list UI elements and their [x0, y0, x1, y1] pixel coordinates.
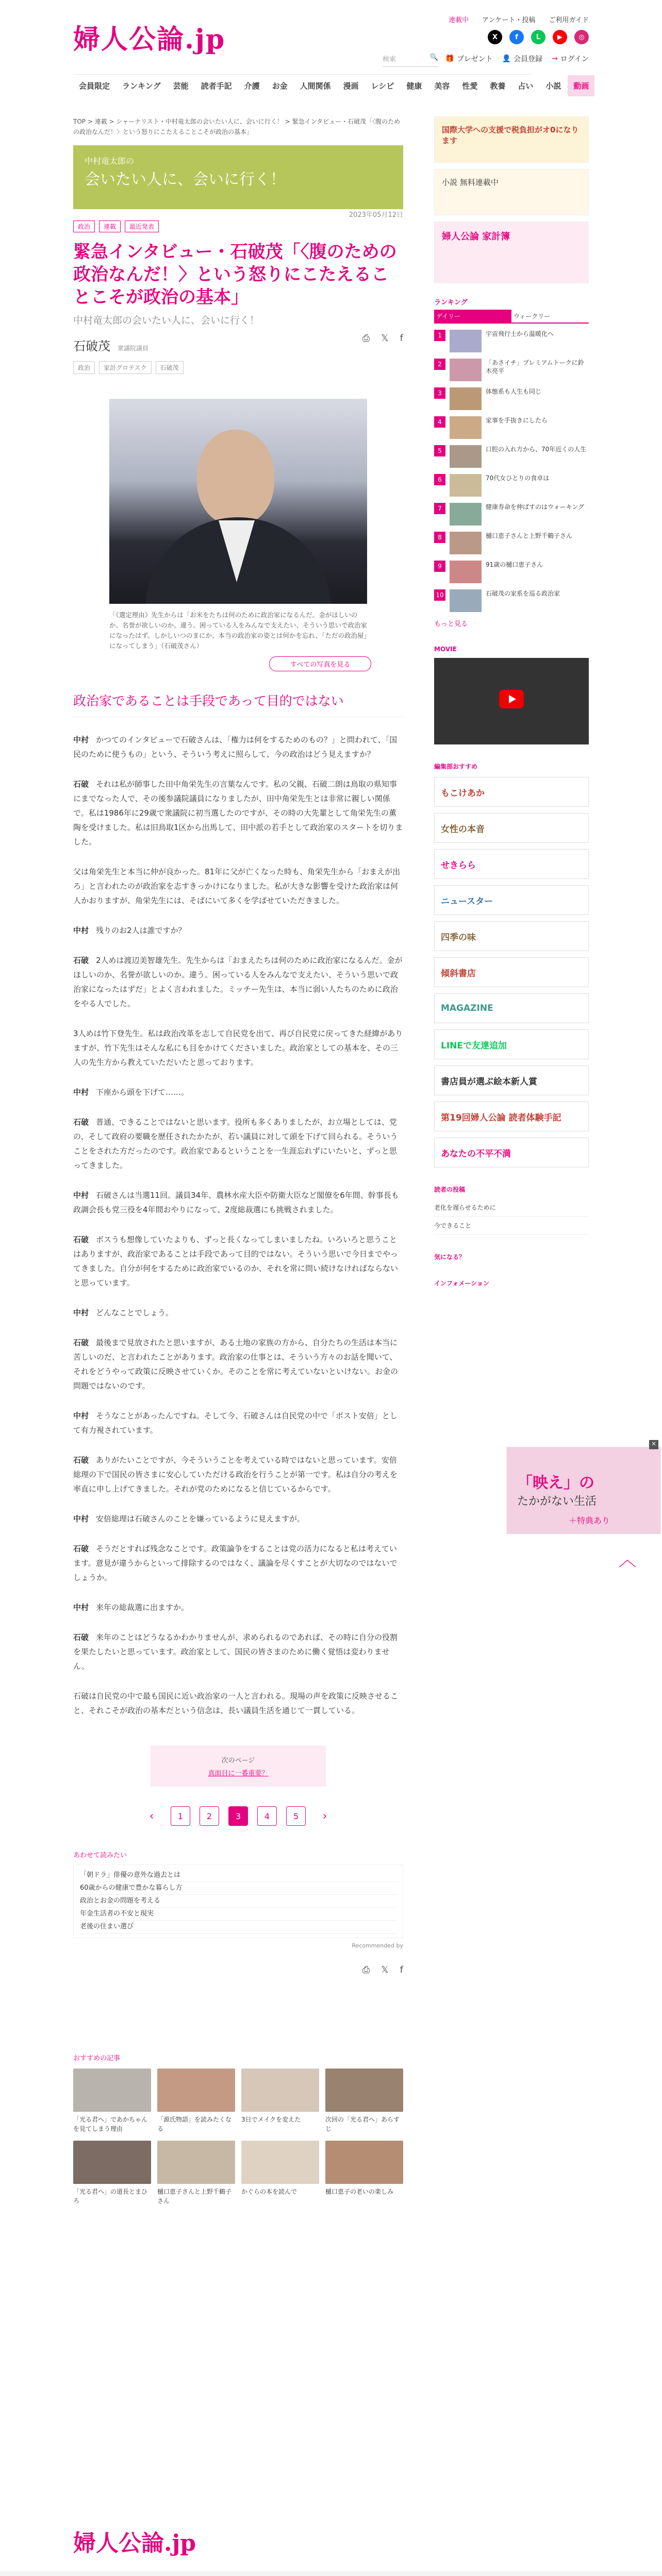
article-paragraph [73, 1115, 403, 1173]
ranking-thumbnail [450, 503, 482, 526]
related-list [73, 1865, 403, 1938]
ranking-thumbnail [450, 359, 482, 381]
back-to-top-icon[interactable]: ︿ [619, 1550, 636, 1570]
article-paragraph [73, 1335, 403, 1393]
gift-icon: 🎁 [445, 55, 455, 63]
paragraph-text: 3人めは竹下登先生。私は政治改革を志して自民党を出て、再び自民党に戻ってきた経緯がありますが、竹下先生はそんな私にも目をかけてくださいました。政治家としての基本を、その三人の先生方から教えていただいたと思っております。 [73, 1029, 403, 1067]
next-page-icon[interactable]: › [322, 1809, 327, 1823]
next-page-link[interactable]: 真面目に一番重要？ [208, 1770, 269, 1777]
site-footer [0, 2524, 662, 2576]
article-title: 緊急インタビュー・石破茂「〈腹のための政治なんだ！〉という怒りにこたえることこそが政治の基本」 [73, 242, 397, 308]
facebook-icon[interactable]: f [400, 1964, 403, 1975]
ranking-heading: ランキング [434, 299, 468, 307]
nav-item[interactable]: ランキング [122, 81, 161, 91]
card-title: かぐらの本を読んで [241, 2188, 297, 2195]
article-paragraph [73, 1026, 403, 1070]
sidebar-banner[interactable]: 女性の本音 [434, 813, 589, 843]
related-item[interactable]: 政治とお金の問題を考える [80, 1895, 396, 1908]
login-link[interactable]: → ログイン [551, 55, 589, 63]
pagination [73, 1806, 403, 1826]
editor-picks-heading: 編集部おすすめ [434, 763, 478, 770]
tab-weekly[interactable]: ウィークリー [511, 310, 589, 324]
ranking-item[interactable] [434, 561, 589, 583]
ranking-item[interactable] [434, 416, 589, 439]
sidebar-banner[interactable]: 四季の味 [434, 921, 589, 951]
recommended-card[interactable] [241, 2069, 319, 2133]
article-paragraph [73, 1689, 403, 1718]
paragraph-text: 2人めは渡辺美智雄先生。先生からは「おまえたちは何のために政治家になるんだ。金がほしいのか、名誉が欲しいのか。違う。困っている人をみんなで支えたい、そういう思いで政治家になったはずだ」とよく言われました。ミッチー先生は、本当に弱い人たちのために政治をやる人でした。 [73, 956, 403, 1008]
x-icon[interactable]: 𝕏 [381, 333, 389, 344]
ranking-title: 体態系も人生も同じ [486, 388, 542, 395]
paragraph-text: どんなことでしょう。 [96, 1308, 174, 1317]
speaker: 中村 [73, 926, 89, 935]
tab-daily[interactable]: デイリー [434, 310, 511, 324]
rank-number: 10 [434, 589, 445, 601]
paragraph-text: 残りのお2人は誰ですか？ [96, 926, 186, 935]
recommended-card[interactable] [241, 2141, 319, 2206]
top-link-guide[interactable]: ご利用ガイド [549, 16, 589, 24]
paragraph-text: 安倍総理は石破さんのことを嫌っているように見えますが。 [96, 1514, 305, 1523]
ranking-title: 健康寿命を伸ばすのはウォーキング [486, 503, 585, 511]
article-paragraph [73, 1600, 403, 1615]
card-thumbnail [73, 2141, 151, 2184]
rank-number: 7 [434, 503, 445, 514]
rank-number: 6 [434, 474, 445, 485]
article-paragraph [73, 733, 403, 761]
card-title: 「源氏物語」を読みたくなる [157, 2116, 232, 2132]
article-paragraph [73, 1188, 403, 1217]
editor-banners [434, 777, 589, 1167]
ranking-title: 石破茂の家系を巡る政治家 [486, 590, 560, 597]
card-title: 樋口恵子さんと上野千鶴子さん [157, 2188, 232, 2205]
article-paragraph [73, 1512, 403, 1526]
ad-banner[interactable]: 婦人公論 家計簿 [434, 222, 589, 283]
recommended-card[interactable] [157, 2141, 235, 2206]
ad-banner[interactable]: 国際大学への支援で税負担がオ0になります [434, 116, 589, 163]
speaker: 石破 [73, 1117, 89, 1127]
section-heading: 政治家であることは手段であって目的ではない [73, 691, 403, 717]
rank-number: 9 [434, 561, 445, 572]
card-thumbnail [325, 2141, 403, 2184]
speaker: 石破 [73, 1235, 89, 1244]
nav-item[interactable]: 会員限定 [79, 81, 110, 91]
recommended-grid [73, 2069, 403, 2206]
next-page-box: 次のページ 真面目に一番重要？ [151, 1745, 326, 1787]
related-item[interactable]: 60歳からの健康で豊かな暮らし方 [80, 1882, 396, 1895]
nav-item[interactable]: お金 [272, 81, 288, 91]
pickup-item[interactable]: 老化を遅らせるために [434, 1199, 589, 1217]
youtube-icon[interactable]: ▶ [553, 30, 567, 44]
publish-date: 2023年05月12日 [349, 211, 403, 219]
ranking-item[interactable] [434, 474, 589, 497]
related-item[interactable]: 老後の住まい選び [80, 1921, 396, 1934]
card-thumbnail [157, 2141, 235, 2184]
keyword[interactable]: 家計グロテスク [99, 361, 152, 374]
paragraph-text: 石破は自民党の中で最も国民に近い政治家の一人と言われる。現場の声を政策に反映させること、それこそが政治の基本だという信念は、長い議員生活を通じて一貫している。 [73, 1691, 399, 1715]
ranking-item[interactable] [434, 503, 589, 526]
article-paragraph [73, 777, 403, 849]
instagram-icon[interactable]: ◎ [574, 30, 589, 44]
movie-heading: MOVIE [434, 646, 457, 653]
sidebar-banner[interactable]: せきらら [434, 849, 589, 879]
sidebar-banner[interactable]: ニュースター [434, 885, 589, 915]
register-link[interactable]: 👤 会員登録 [502, 55, 542, 63]
article-body [73, 733, 403, 1718]
share-buttons-bottom [73, 1964, 403, 1975]
x-icon[interactable]: X [488, 30, 502, 44]
paragraph-text: かつてのインタビューで石破さんは、「権力は何をするためのもの？」と問われて、「国民のために使うもの」という、そういう考えに照らして、今の政治はどう見えますか？ [73, 735, 398, 759]
recommended-card[interactable] [325, 2141, 403, 2206]
rank-number: 1 [434, 330, 445, 341]
paragraph-text: 下座から頭を下げて……。 [96, 1088, 189, 1097]
speaker: 石破 [73, 779, 89, 789]
article-paragraph [73, 1453, 403, 1496]
paragraph-text: 石破さんは当選11回。議員34年、農林水産大臣や防衛大臣など閣僚を6年間、幹事長も政調会長も党三役を4年間おやりになって、2度総裁選にも挑戦されました。 [73, 1191, 399, 1214]
ranking-title: 宇宙飛行士から温暖化へ [486, 330, 554, 337]
paragraph-text: 父は角栄先生と本当に仲が良かった。81年に父が亡くなった時も、角栄先生から「おまえが出ろ」と言われたのが政治家を志すきっかけになりました。私が大きな影響を受けた政治家は何人かおりますが、角栄先生には、そばにいて多くを学ばせていただきました。 [73, 867, 401, 905]
card-title: 3日でメイクを変えた [241, 2116, 301, 2123]
card-thumbnail [325, 2069, 403, 2112]
nav-item[interactable]: 芸能 [173, 81, 189, 91]
article-paragraph [73, 1085, 403, 1099]
photo-caption: 「《選定理由》先生からは「お米をたちは何のために政治家になるんだ。金がほしいのか、名誉が欲しいのか。違う。困っている人をみんなで支えたい、そういう思いで政治家になったはず。しかしいつのまにか、本当の政治家の姿とは何かを忘れ、「ただの政治屋」になってしまう」（石破茂さん） [109, 611, 368, 650]
nav-item[interactable]: 動画 [568, 75, 594, 96]
speaker: 中村 [73, 1191, 89, 1200]
ranking-title: 91歳の樋口恵子さん [486, 561, 543, 568]
social-links [488, 30, 589, 44]
speaker: 中村 [73, 1088, 89, 1097]
x-icon[interactable]: 𝕏 [381, 1964, 389, 1975]
nav-item[interactable]: 漫画 [343, 81, 359, 91]
speaker: 石破 [73, 1544, 89, 1553]
keyword[interactable]: 政治 [73, 361, 95, 374]
card-thumbnail [73, 2069, 151, 2112]
keyword-tags [73, 361, 403, 374]
ranking-item[interactable] [434, 589, 589, 612]
ranking-thumbnail [450, 445, 482, 468]
speaker: 中村 [73, 1603, 89, 1612]
sidebar-banner[interactable]: MAGAZINE [434, 993, 589, 1023]
series-banner[interactable]: 中村竜太郎の 会いたい人に、会いに行く！ [73, 145, 403, 209]
page-number[interactable]: 2 [200, 1806, 219, 1826]
ranking-more-link[interactable]: もっと見る [434, 620, 468, 628]
article-paragraph [73, 1306, 403, 1320]
tag[interactable]: 政治 [73, 221, 95, 232]
card-title: 「光る君へ」の道長とまひろ [73, 2188, 148, 2205]
login-icon: → [551, 55, 558, 63]
pickup-box [434, 1199, 589, 1235]
prev-page-icon[interactable]: ‹ [149, 1809, 154, 1823]
ranking-title: 樋口恵子さんと上野千鶴子さん [486, 532, 573, 539]
card-thumbnail [157, 2069, 235, 2112]
ranking-item[interactable] [434, 359, 589, 381]
nav-item[interactable]: レシピ [371, 81, 394, 91]
recommended-card[interactable] [73, 2141, 151, 2206]
article-paragraph [73, 1630, 403, 1673]
sidebar-banner[interactable]: 傾斜書店 [434, 957, 589, 987]
facebook-icon[interactable]: f [400, 333, 403, 344]
tag[interactable]: 連載 [99, 221, 121, 232]
pickup-item[interactable]: 今できること [434, 1217, 589, 1235]
speaker: 石破 [73, 1338, 89, 1347]
card-title: 「光る君へ」であかちゃんを見てしまう理由 [73, 2116, 148, 2132]
card-thumbnail [241, 2141, 319, 2184]
nav-item[interactable]: 美容 [434, 81, 450, 91]
rank-number: 3 [434, 387, 445, 399]
ranking-thumbnail [450, 561, 482, 583]
nav-item[interactable]: 小説 [545, 81, 561, 91]
play-icon[interactable] [499, 690, 524, 708]
sidebar-banner[interactable]: LINEで友達追加 [434, 1029, 589, 1059]
search-input[interactable]: 検索 🔍 [383, 54, 438, 67]
ranking-thumbnail [450, 416, 482, 439]
related-item[interactable]: 年金生活者の不安と現実 [80, 1908, 396, 1921]
speaker: 中村 [73, 1308, 89, 1317]
search-icon[interactable]: 🔍 [429, 54, 438, 61]
ranking-item[interactable] [434, 387, 589, 410]
close-icon[interactable]: × [649, 1440, 658, 1449]
ranking-title: 「あさイチ」プレミアムトークに鈴木亮平 [486, 359, 584, 375]
nav-item[interactable]: 読者手記 [201, 81, 232, 91]
paragraph-text: ボスうも想像していたよりも、ずっと長くなってしまいましたね。いろいろと思うことはありますが、政治家であることは手段であって目的ではない。そういう思いで今日までやってきました。自分が何をするために政治家でいるのか、それを常に問い続けなければならないと思っています。 [73, 1235, 399, 1287]
video-player[interactable] [434, 658, 589, 744]
speaker: 中村 [73, 1514, 89, 1523]
ranking-item[interactable] [434, 532, 589, 554]
paragraph-text: それは私が師事した田中角栄先生の言葉なんです。私の父親、石破二朗は鳥取の県知事にまでなった人で、その後参議院議員になりましたが、田中角栄先生とは非常に親しい関係で。私は1986年に29歳で衆議院に初当選したのですが、その時の大先輩として角栄先生の薫陶を受けました。私は旧鳥取1区から出馬して、田中派の若手として政治家のスタートを切りました。 [73, 779, 403, 846]
info-heading: インフォメーション [434, 1280, 489, 1287]
article-paragraph [73, 1232, 403, 1290]
paragraph-text: 普通、できることではないと思います。役所も多くありましたが、お立場としては、党の、そして政府の要職を歴任されたかたが、若い議員に対して頭を下げて回られる。そういうことをされた方だったのです。政治家であるということを一生涯忘れずにいたいと、ずっと思ってきました。 [73, 1117, 398, 1170]
user-icon: 👤 [502, 55, 511, 63]
sidebar-banner[interactable]: 第19回婦人公論 読者体験手記 [434, 1101, 589, 1131]
article-paragraph [73, 953, 403, 1011]
nav-item[interactable]: 教養 [490, 81, 506, 91]
top-links [449, 14, 589, 24]
breadcrumb[interactable]: TOP > 連載 > シャーナリスト・中村竜太郎の会いたい人に、会いに行く！ > 緊急インタビュー・石破茂「〈腹のため の政治なんだ！〉という怒りにこたえることこそが政治の基本」 [73, 118, 401, 135]
ranking-thumbnail [450, 330, 482, 352]
ranking-thumbnail [450, 387, 482, 410]
ranking-thumbnail [450, 532, 482, 554]
nav-item[interactable]: 性愛 [462, 81, 478, 91]
paragraph-text: 来年の総裁選に出ますか。 [96, 1603, 189, 1612]
nav-item[interactable]: 占い [518, 81, 534, 91]
footer-logo[interactable]: 婦人公論.jp [73, 2530, 196, 2556]
nav-item[interactable]: 健康 [406, 81, 422, 91]
all-photos-button[interactable]: すべての写真を見る [269, 656, 371, 671]
article-subtitle: 中村竜太郎の会いたい人に、会いに行く！ [73, 315, 260, 326]
recommended-card[interactable] [325, 2069, 403, 2133]
sidebar-banner[interactable]: もこけあか [434, 777, 589, 807]
facebook-icon[interactable]: f [509, 30, 524, 44]
card-thumbnail [241, 2069, 319, 2112]
top-link-serial[interactable]: 連載中 [449, 16, 469, 24]
paragraph-text: そうだとすれば残念なことです。政策論争をすることは党の活力になると私は考えています。意見が違うからといって排除するのではなく、議論を尽くすことが大切なのではないでしょうか。 [73, 1544, 398, 1582]
keyword[interactable]: 石破茂 [156, 361, 184, 374]
page-number[interactable]: 5 [286, 1806, 306, 1826]
speaker: 石破 [73, 956, 89, 965]
nav-item[interactable]: 人間関係 [300, 81, 331, 91]
rank-number: 2 [434, 359, 445, 370]
sidebar-banner[interactable]: 書店員が選ぶ絵本新人賞 [434, 1065, 589, 1095]
sidebar-banner[interactable]: あなたの不平不満 [434, 1138, 589, 1167]
recommended-card[interactable] [157, 2069, 235, 2133]
site-logo[interactable]: 婦人公論.jp [73, 24, 226, 55]
speaker: 石破 [73, 1455, 89, 1465]
share-buttons [362, 333, 403, 344]
ranking-title: 家事を手抜きにしたら [486, 417, 548, 424]
article-paragraph [73, 865, 403, 908]
paragraph-text: そうなことがあったんですね。そして今、石破さんは自民党の中で「ボスト安倍」として有力視されています。 [73, 1411, 398, 1435]
recommended-card[interactable] [73, 2069, 151, 2133]
ad-banner[interactable]: 小説 無料連載中 [434, 169, 589, 215]
ranking-title: 70代女ひとりの食卓は [486, 474, 550, 482]
related-heading: あわせて読みたい [73, 1852, 127, 1859]
page-number[interactable]: 1 [171, 1806, 190, 1826]
sidebar [434, 116, 589, 1287]
ranking-item[interactable] [434, 330, 589, 352]
paragraph-text: 来年のことはどうなるかわかりませんが、求められるのであれば、その時に自分の役割を果たしたいと思っています。政治家として、国民の皆さまのために働く覚悟は変わりません。 [73, 1633, 398, 1671]
rank-number: 5 [434, 445, 445, 456]
recommended-heading: おすすめの記事 [73, 2055, 121, 2062]
print-icon[interactable]: ⎙ [362, 333, 370, 344]
ranking-thumbnail [450, 589, 482, 612]
present-link[interactable]: 🎁 プレゼント [445, 55, 493, 63]
rank-number: 8 [434, 532, 445, 543]
article-paragraph [73, 923, 403, 938]
site-header [73, 0, 589, 72]
ranking-title: 口腔の入れ方から、70年近くの人生 [486, 446, 587, 453]
article-paragraph [73, 1409, 403, 1437]
nav-item[interactable]: 介護 [244, 81, 260, 91]
speaker: 石破 [73, 1633, 89, 1642]
floating-ad[interactable]: × 「映え」の たかがない生活 ＋特典あり [506, 1447, 661, 1534]
global-nav [73, 74, 589, 97]
card-title: 樋口恵子の老いの楽しみ [325, 2188, 394, 2195]
related-item[interactable]: 「朝ドラ」俳優の意外な過去とは [80, 1869, 396, 1882]
ranking-tabs [434, 310, 589, 324]
article-paragraph [73, 1541, 403, 1585]
tekiseki-heading: 気になる？ [434, 1253, 466, 1261]
line-icon[interactable]: L [531, 30, 545, 44]
ranking-list [434, 330, 589, 612]
header-utilities [445, 54, 589, 64]
ranking-item[interactable] [434, 445, 589, 468]
article-column [73, 116, 403, 2206]
author[interactable]: 石破茂 衆議院議員 [73, 339, 149, 353]
tag[interactable]: 最近発表 [125, 221, 159, 232]
page-number[interactable]: 4 [257, 1806, 277, 1826]
recommended-by: Recommended by [352, 1942, 403, 1949]
top-link-survey[interactable]: アンケート・投稿 [482, 16, 536, 24]
ranking-thumbnail [450, 474, 482, 497]
speaker: 中村 [73, 1411, 89, 1420]
speaker: 中村 [73, 735, 89, 744]
paragraph-text: ありがたいことですが、今そういうことを考えている時ではないと思っています。安倍総理の下で国民の皆さまに安心していただける政治を行うことが第一です。私は自分の考えを率直に申し上げてきました。それが党のためになると信じているからです。 [73, 1455, 398, 1494]
print-icon[interactable]: ⎙ [362, 1964, 370, 1975]
card-title: 次回の「光る君へ」あらすじ [325, 2116, 400, 2132]
rank-number: 4 [434, 416, 445, 428]
article-photo[interactable] [109, 399, 367, 604]
paragraph-text: 最後まで見放されたと思いますが、ある土地の家族の方から、自分たちの生活は本当に苦しいのだ、と言われたことがあります。政治家の仕事とは、そういう方々のお話を聞いて、それをどうやって政策に反映させていくか。そのことを常に考えていないといけない。お金の問題ではないのです。 [73, 1338, 399, 1391]
pickup-heading: 読者の投稿 [434, 1186, 466, 1193]
category-tags [73, 221, 403, 232]
page-number[interactable]: 3 [228, 1806, 248, 1826]
